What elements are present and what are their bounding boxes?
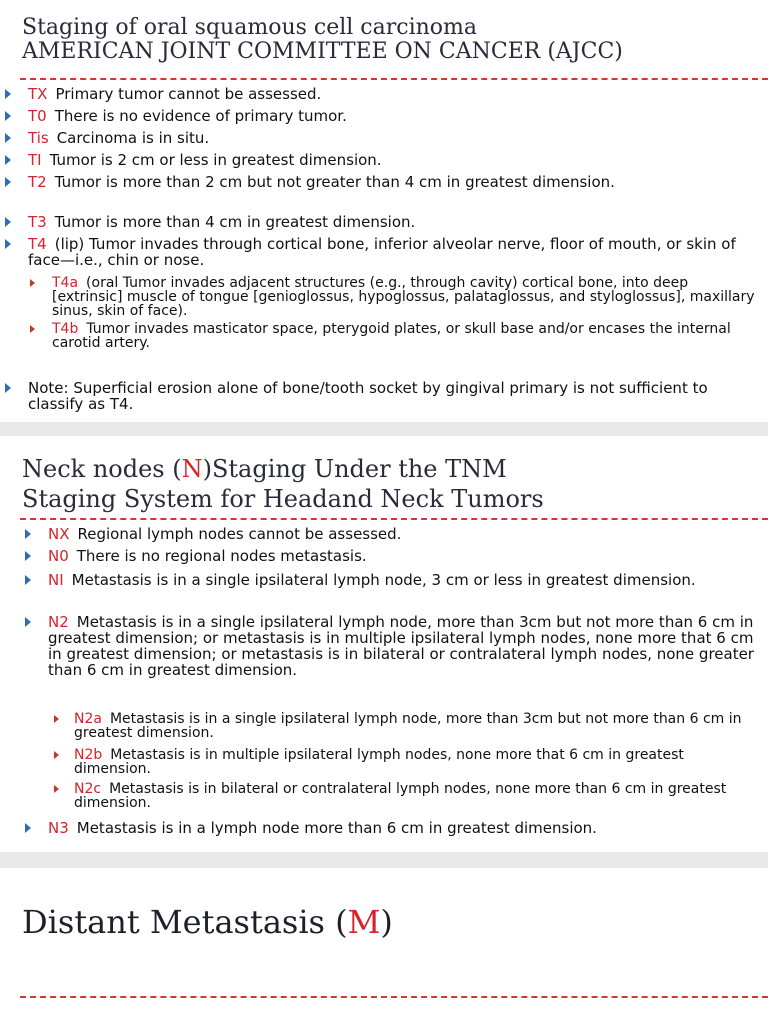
title-text: Neck nodes ( — [22, 455, 182, 483]
bullet-arrow-icon — [25, 551, 31, 561]
stage-description: Tumor invades masticator space, pterygoid plates, or skull base and/or encases the internal carotid artery. — [52, 321, 731, 351]
title-line-1: Staging of oral squamous cell carcinoma — [22, 15, 478, 40]
dashed-divider — [20, 996, 768, 998]
bullet-arrow-icon — [5, 217, 11, 227]
stage-description: Tumor is more than 2 cm but not greater than 4 cm in greatest dimension. — [54, 173, 615, 191]
dashed-divider — [20, 518, 768, 520]
slide-title — [22, 16, 623, 64]
stage-code: N2a — [74, 711, 102, 727]
bullet-arrow-icon — [25, 529, 31, 539]
stage-description: Tumor is more than 4 cm in greatest dimension. — [54, 213, 416, 231]
bullet-arrow-icon — [5, 111, 11, 121]
stage-code: Tis — [28, 129, 49, 147]
stage-description: There is no regional nodes metastasis. — [76, 547, 367, 565]
stage-code: N0 — [48, 547, 69, 565]
bullet-arrow-icon — [5, 239, 11, 249]
stage-code: NX — [48, 525, 70, 543]
title-text: ) — [380, 903, 393, 941]
bullet-arrow-icon — [54, 751, 59, 759]
stage-code: TX — [28, 85, 48, 103]
slide-t-staging — [0, 0, 768, 422]
bullet-arrow-icon — [5, 383, 11, 393]
stage-code: T0 — [28, 107, 47, 125]
bullet-arrow-icon — [5, 155, 11, 165]
bullet-arrow-icon — [5, 133, 11, 143]
bullet-arrow-icon — [5, 177, 11, 187]
stage-description: Carcinoma is in situ. — [56, 129, 210, 147]
bullet-arrow-icon — [54, 785, 59, 793]
stage-description: Metastasis is in a single ipsilateral lymph node, more than 3cm but not more than 6 cm in greatest dimension; or metastasis is in multiple ipsilateral lymph nodes, none more that 6 cm in greatest dimension; or metastasis is in bilateral or contralateral lymph nodes, none greater than 6 cm in greatest dimension. — [48, 613, 754, 679]
bullet-arrow-icon — [5, 89, 11, 99]
stage-code: T4 — [28, 235, 47, 253]
title-highlight: M — [347, 903, 381, 941]
dashed-divider — [20, 78, 768, 80]
stage-description: Metastasis is in a single ipsilateral lymph node, more than 3cm but not more than 6 cm in greatest dimension. — [74, 711, 742, 741]
stage-code: N2 — [48, 613, 69, 631]
stage-description: (oral Tumor invades adjacent structures (e.g., through cavity) cortical bone, into deep [extrinsic] muscle of tongue [genioglossus, hypoglossus, palataglossus, and styloglossus], maxillary sinus, skin of face). — [52, 275, 755, 319]
stage-code: N3 — [48, 819, 69, 837]
stage-code: T4a — [52, 275, 79, 291]
stage-code: NI — [48, 571, 64, 589]
stage-code: N2c — [74, 781, 102, 797]
title-text: Distant Metastasis ( — [22, 903, 348, 941]
bullet-arrow-icon — [25, 617, 31, 627]
stage-description: Metastasis is in a single ipsilateral lymph node, 3 cm or less in greatest dimension. — [71, 571, 696, 589]
title-line-2: Staging System for Headand Neck Tumors — [22, 485, 544, 513]
stage-code: T4b — [52, 321, 79, 337]
title-line-2: AMERICAN JOINT COMMITTEE ON CANCER (AJCC) — [22, 39, 623, 64]
stage-code: TI — [28, 151, 42, 169]
bullet-arrow-icon — [25, 575, 31, 585]
slide-title — [22, 902, 393, 942]
stage-description: Regional lymph nodes cannot be assessed. — [77, 525, 402, 543]
stage-code: T3 — [28, 213, 47, 231]
slide-n-staging — [0, 436, 768, 852]
stage-description: Metastasis is in a lymph node more than 6 cm in greatest dimension. — [76, 819, 597, 837]
bullet-arrow-icon — [25, 823, 31, 833]
stage-description: There is no evidence of primary tumor. — [54, 107, 347, 125]
slide-m-staging — [0, 868, 768, 1024]
title-line-1 — [22, 454, 544, 484]
stage-description: (lip) Tumor invades through cortical bone, inferior alveolar nerve, floor of mouth, or skin of face—i.e., chin or nose. — [28, 235, 736, 269]
title-text: )Staging Under the TNM — [202, 455, 507, 483]
bullet-arrow-icon — [30, 325, 35, 333]
stage-description: Tumor is 2 cm or less in greatest dimension. — [49, 151, 382, 169]
stage-code: T2 — [28, 173, 47, 191]
stage-description: Metastasis is in bilateral or contralateral lymph nodes, none more than 6 cm in greatest dimension. — [74, 781, 727, 811]
stage-code: N2b — [74, 747, 103, 763]
stage-description: Primary tumor cannot be assessed. — [55, 85, 322, 103]
bullet-arrow-icon — [30, 279, 35, 287]
bullet-arrow-icon — [54, 715, 59, 723]
title-highlight: N — [181, 455, 203, 483]
slide-title — [22, 454, 544, 514]
note-text: Note: Superficial erosion alone of bone/tooth socket by gingival primary is not sufficient to classify as T4. — [28, 379, 708, 413]
stage-description: Metastasis is in multiple ipsilateral lymph nodes, none more that 6 cm in greatest dimension. — [74, 747, 684, 777]
